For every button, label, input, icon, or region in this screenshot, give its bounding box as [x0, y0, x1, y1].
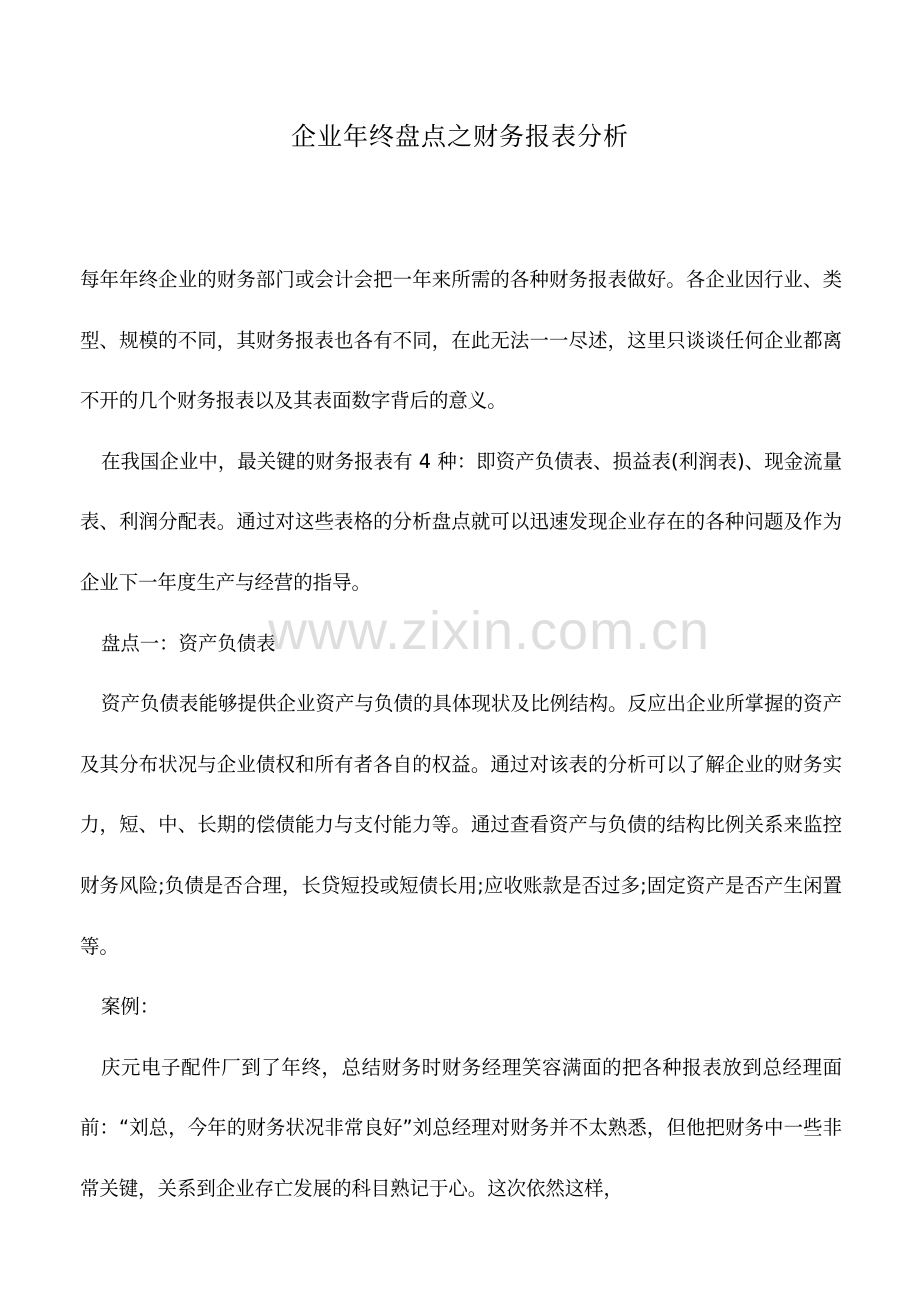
- section-heading-balance-sheet: 盘点一：资产负债表: [101, 631, 276, 655]
- paragraph-intro: 每年年终企业的财务部门或会计会把一年来所需的各种财务报表做好。各企业因行业、类型、规模的不同，其财务报表也各有不同，在此无法一一尽述，这里只谈谈任何企业都离不开的几个财务报表以及其表面数字背后的意义。: [80, 268, 842, 413]
- paragraph-balance-sheet: 资产负债表能够提供企业资产与负债的具体现状及比例结构。反应出企业所掌握的资产及其分布状况与企业债权和所有者各自的权益。通过对该表的分析可以了解企业的财务实力，短、中、长期的偿债能力与支付能力等。通过查看资产与负债的结构比例关系来监控财务风险;负债是否合理，长贷短投或短债长用;应收账款是否过多;固定资产是否产生闲置等。: [80, 692, 842, 958]
- document-body: [80, 250, 842, 1220]
- paragraph-key-reports: 在我国企业中，最关键的财务报表有 4 种：即资产负债表、损益表(利润表)、现金流量表、利润分配表。通过对这些表格的分析盘点就可以迅速发现企业存在的各种问题及作为企业下一年度生产与经营的指导。: [80, 449, 842, 594]
- case-label: 案例：: [101, 995, 160, 1019]
- paragraph-case: 庆元电子配件厂到了年终，总结财务时财务经理笑容满面的把各种报表放到总经理面前：“刘总，今年的财务状况非常良好”刘总经理对财务并不太熟悉，但他把财务中一些非常关键，关系到企业存亡发展的科目熟记于心。这次依然这样，: [80, 1055, 842, 1200]
- document-title: 企业年终盘点之财务报表分析: [290, 122, 629, 151]
- watermark: www.zixin.com.cn: [268, 601, 711, 661]
